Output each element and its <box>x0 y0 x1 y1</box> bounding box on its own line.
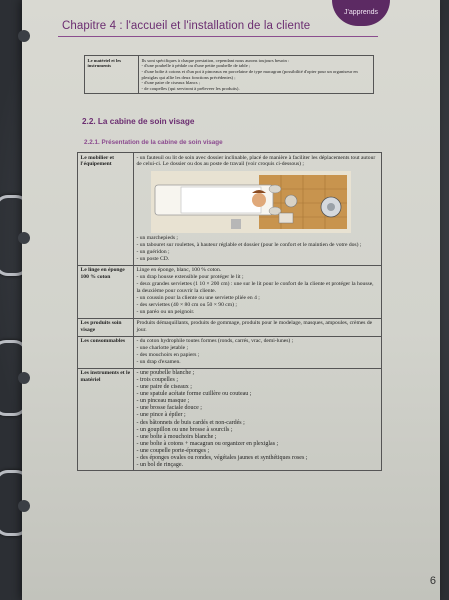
table-row <box>78 368 382 471</box>
page-number: 6 <box>429 575 436 587</box>
list-item: - un bol de rinçage. <box>136 461 183 468</box>
list-item: - une brosse faciale douce ; <box>136 405 202 412</box>
list-item: - une charlotte jetable ; <box>136 345 189 352</box>
row-label: Les instruments et le matériel <box>78 368 134 471</box>
list-item: - un goupillon ou une brosse à sourcils ; <box>136 426 233 433</box>
list-item: - des éponges ovales ou rondes, végétales jaunes et synthétiques roses ; <box>136 454 308 461</box>
list-item: - un guéridon ; <box>136 249 170 256</box>
punch-hole <box>18 30 30 42</box>
row-content <box>134 336 382 368</box>
list-item: - des bâtonnets de buis cardés et non-cardés ; <box>136 419 245 426</box>
list-item: - un pinceau masque ; <box>136 398 190 405</box>
punch-hole <box>18 372 30 384</box>
punch-hole <box>18 232 30 244</box>
list-item: - des serviettes (40 × 80 cm ou 50 × 90 cm) ; <box>136 302 237 309</box>
list-item: - un fauteuil ou lit de soin avec dossier inclinable, placé de manière à faciliter les déplacements tout autour de celui-ci. Le dossier ou dos au poste de travail (voir croquis ci-dessous) ; <box>136 154 376 168</box>
row-content <box>134 368 382 471</box>
list-item: - une boîte à mouchoirs blanche ; <box>136 433 217 440</box>
list-item: Linge en éponge, blanc, 100 % coton. <box>136 267 222 274</box>
list-item: - une paire de ciseaux ; <box>136 384 192 391</box>
japprends-badge: J'apprends <box>332 0 390 26</box>
list-item: - un poste CD. <box>136 256 170 263</box>
list-item: - un marchepieds ; <box>136 235 178 242</box>
chapter-underline <box>58 36 378 37</box>
list-item: Produits démaquillants, produits de gommage, produits pour le modelage, masques, ampoules, crèmes de jour. <box>136 320 373 334</box>
list-item: - une pince à épiler ; <box>136 412 186 419</box>
list-item: - du coton hydrophile toutes formes (ronds, carrés, vrac, demi-lunes) ; <box>136 338 294 345</box>
row-content <box>139 56 374 94</box>
list-item: - des mouchoirs en papiers ; <box>136 352 200 359</box>
punch-hole <box>18 500 30 512</box>
list-item: - une boîte à cotons + macagran ou organizer en plexiglas ; <box>136 440 279 447</box>
list-item: - un drap d'examen. <box>136 359 181 366</box>
list-item: - d'une paire de ciseaux blancs ; <box>141 80 200 86</box>
list-item: - une coupelle porte-éponges ; <box>136 447 210 454</box>
intro-table <box>84 55 374 94</box>
cabin-sketch-image <box>151 171 351 233</box>
table-row <box>78 265 382 318</box>
list-item: - un tabouret sur roulettes, à hauteur réglable et dossier (pour le confort et le maintien de votre dos) ; <box>136 242 362 249</box>
list-item: Ils sont spécifiques à chaque prestation, cependant nous aurons toujours besoin : <box>141 57 290 63</box>
list-item: - un coussin pour la cliente ou une serviette pliée en 4 ; <box>136 295 260 302</box>
list-item: - d'une boîte à cotons et d'un pot à pinceaux en porcelaine de type macagran (possibilité d'opter pour un organiseur en plexiglas qui allie les deux fonctions précédentes) ; <box>141 68 358 80</box>
table-row <box>78 336 382 368</box>
row-content <box>134 153 382 266</box>
list-item: - un paréo ou un peignoir. <box>136 309 195 316</box>
row-content <box>134 318 382 336</box>
row-label: Les produits soin visage <box>78 318 134 336</box>
document-page <box>22 0 440 600</box>
list-item: - une spatule acétate forme cuillère ou couteau ; <box>136 391 252 398</box>
list-item: - d'une poubelle à pédale ou d'une petite poubelle de table ; <box>141 63 251 69</box>
table-row <box>78 318 382 336</box>
table-row <box>78 153 382 266</box>
row-label: Le matériel et les instruments <box>85 56 139 94</box>
table-row <box>85 56 374 94</box>
section-subheading: 2.2.1. Présentation de la cabine de soin visage <box>84 139 223 146</box>
row-content <box>134 265 382 318</box>
row-label: Le linge en éponge 100 % coton <box>78 265 134 318</box>
row-label: Le mobilier et l'équipement <box>78 153 134 266</box>
chapter-title: Chapitre 4 : l'accueil et l'installation de la cliente <box>62 20 311 32</box>
cabin-table <box>77 152 382 471</box>
list-item: - de coupelles (qui serviront à préleveer les produits). <box>141 86 240 92</box>
section-heading: 2.2. La cabine de soin visage <box>82 117 195 126</box>
list-item: - trois coupelles ; <box>136 377 178 384</box>
list-item: - une poubelle blanche ; <box>136 370 195 377</box>
list-item: - deux grandes serviettes (1 10 × 200 cm) : une sur le lit pour le confort de la cliente et protéger la housse, la deuxième pour couvrir la cliente. <box>136 281 374 295</box>
list-item: - un drap housse extensible pour protéger le lit ; <box>136 274 244 281</box>
row-label: Les consommables <box>78 336 134 368</box>
